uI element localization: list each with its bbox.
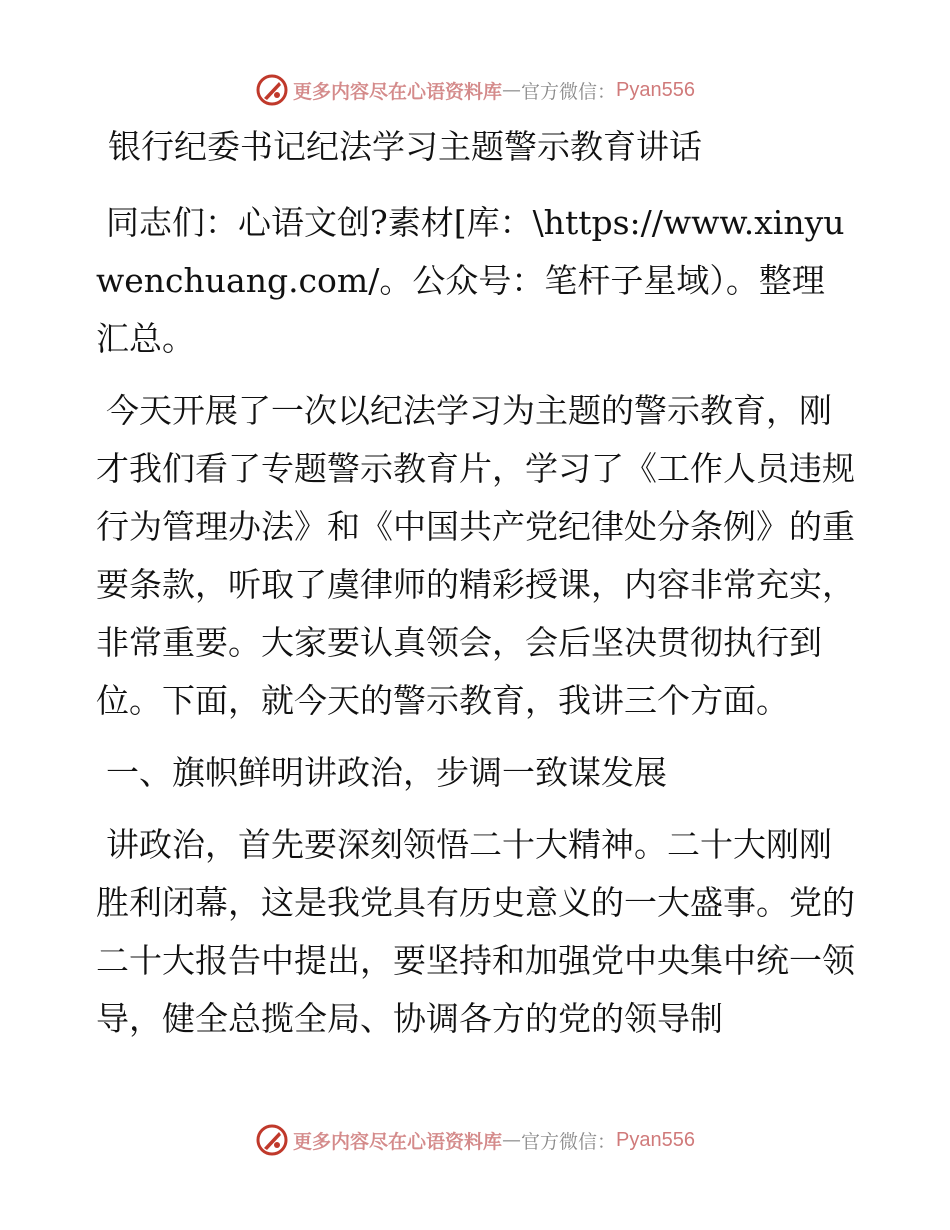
watermark-wechat-label: 官方微信： — [521, 80, 617, 103]
quill-seal-icon — [255, 1123, 289, 1157]
watermark-text: 更多内容尽在心语资料库 — [293, 80, 503, 103]
paragraph: 今天开展了一次以纪法学习为主题的警示教育，刚才我们看了专题警示教育片，学习了《工作人员违规行为管理办法》和《中国共产党纪律处分条例》的重要条款，听取了虞律师的精彩授课，内容非常充实，非常重要。大家要认真领会，会后坚决贯彻执行到位。下面，就今天的警示教育，我讲三个方面。 — [96, 391, 855, 720]
quill-seal-icon — [255, 73, 289, 107]
watermark-wechat-label: 官方微信： — [521, 1130, 617, 1153]
watermark-footer — [0, 1120, 950, 1160]
watermark-text: 更多内容尽在心语资料库 — [293, 1130, 503, 1153]
watermark-wechat-id: Pyan556 — [616, 78, 695, 101]
watermark-separator: — — [502, 1129, 522, 1151]
section-heading: 一、旗帜鲜明讲政治，步调一致谋发展 — [106, 753, 667, 792]
watermark-header — [0, 70, 950, 110]
document-body — [96, 122, 856, 1062]
watermark-separator: — — [502, 79, 522, 101]
watermark-wechat-id: Pyan556 — [616, 1128, 695, 1151]
document-title: 银行纪委书记纪法学习主题警示教育讲话 — [108, 127, 702, 166]
paragraph: 同志们：心语文创?素材[库：\https://www.xinyuwenchuang.com/。公众号：笔杆子星域）。整理汇总。 — [96, 203, 845, 358]
paragraph: 讲政治，首先要深刻领悟二十大精神。二十大刚刚胜利闭幕，这是我党具有历史意义的一大盛事。党的二十大报告中提出，要坚持和加强党中央集中统一领导，健全总揽全局、协调各方的党的领导制 — [96, 825, 855, 1038]
